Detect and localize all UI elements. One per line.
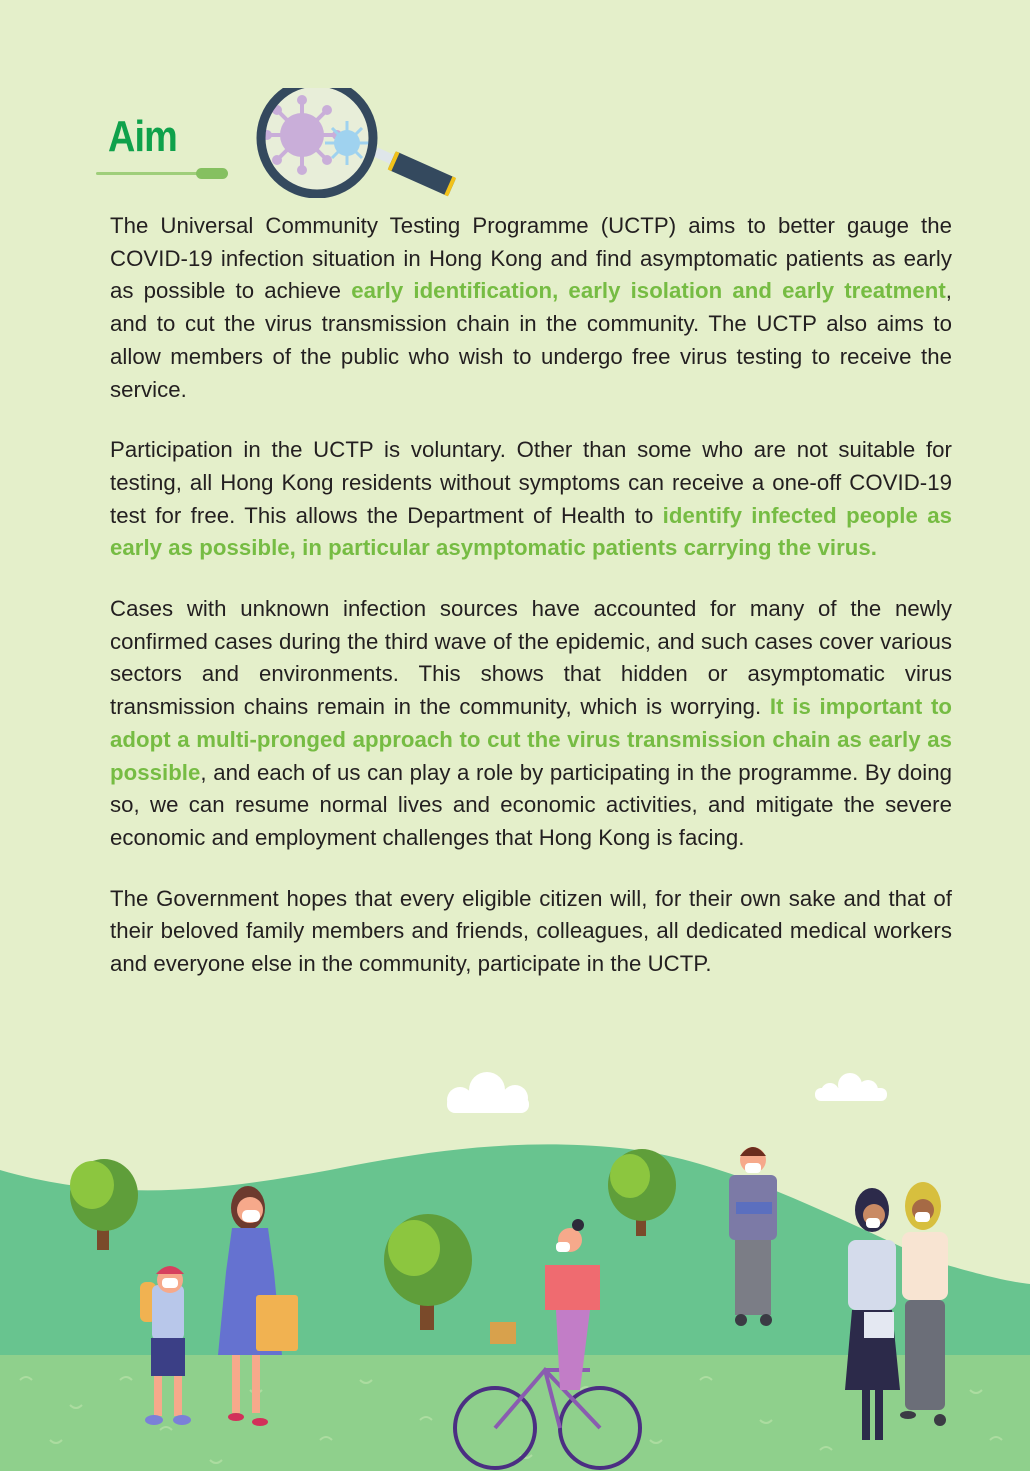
article-body: [110, 210, 952, 1009]
paragraph-text: The Universal Community Testing Programme (UCTP) aims to better gauge the COVID-19 infection situation in Hong Kong and find asymptomatic patients as early as possible to achieve: [110, 213, 952, 304]
paragraph-unknown-sources: [110, 593, 952, 855]
paragraph-text: , and each of us can play a role by participating in the programme. By doing so, we can resume normal lives and economic activities, and mitigate the severe economic and employment challenges that Hong Kong is facing.: [110, 759, 952, 850]
cloud-icon: [447, 1072, 887, 1113]
swab-tip-icon: [196, 168, 228, 179]
highlight-text: early identification, early isolation and early treatment: [351, 278, 946, 304]
paragraph-text: The Government hopes that every eligible citizen will, for their own sake and that of their beloved family members and friends, colleagues, all dedicated medical workers and everyone else in the community, participate in the UCTP.: [110, 885, 952, 977]
paragraph-aims: [110, 210, 952, 406]
highlight-text: identify infected people as early as possible, in particular asymptomatic patients carrying the virus.: [110, 502, 952, 561]
page-title: Aim: [108, 112, 177, 161]
paragraph-text: , and to cut the virus transmission chain in the community. The UCTP also aims to allow members of the public who wish to undergo free virus testing to receive the service.: [110, 278, 953, 402]
magnifier-virus-icon: [252, 88, 462, 198]
man-with-books: [729, 1147, 777, 1326]
paragraph-text: Cases with unknown infection sources have accounted for many of the newly confirmed cases during the third wave of the epidemic, and such cases cover various sectors and environments. This shows that hidden or asymptomatic virus transmission chains remain in the community, which is worrying.: [110, 596, 952, 720]
paragraph-government-hopes: [110, 883, 952, 981]
highlight-text: It is important to adopt a multi-pronged approach to cut the virus transmission chain as early as possible: [110, 694, 952, 785]
paragraph-participation: [110, 434, 952, 565]
paragraph-text: Participation in the UCTP is voluntary. Other than some who are not suitable for testing, all Hong Kong residents without symptoms can receive a one-off COVID-19 test for free. This allows the Department of Health to: [110, 437, 952, 528]
park-illustration: [0, 1060, 1030, 1471]
swab-icon: [96, 172, 202, 175]
woman-in-yellow-hijab: [900, 1182, 948, 1426]
